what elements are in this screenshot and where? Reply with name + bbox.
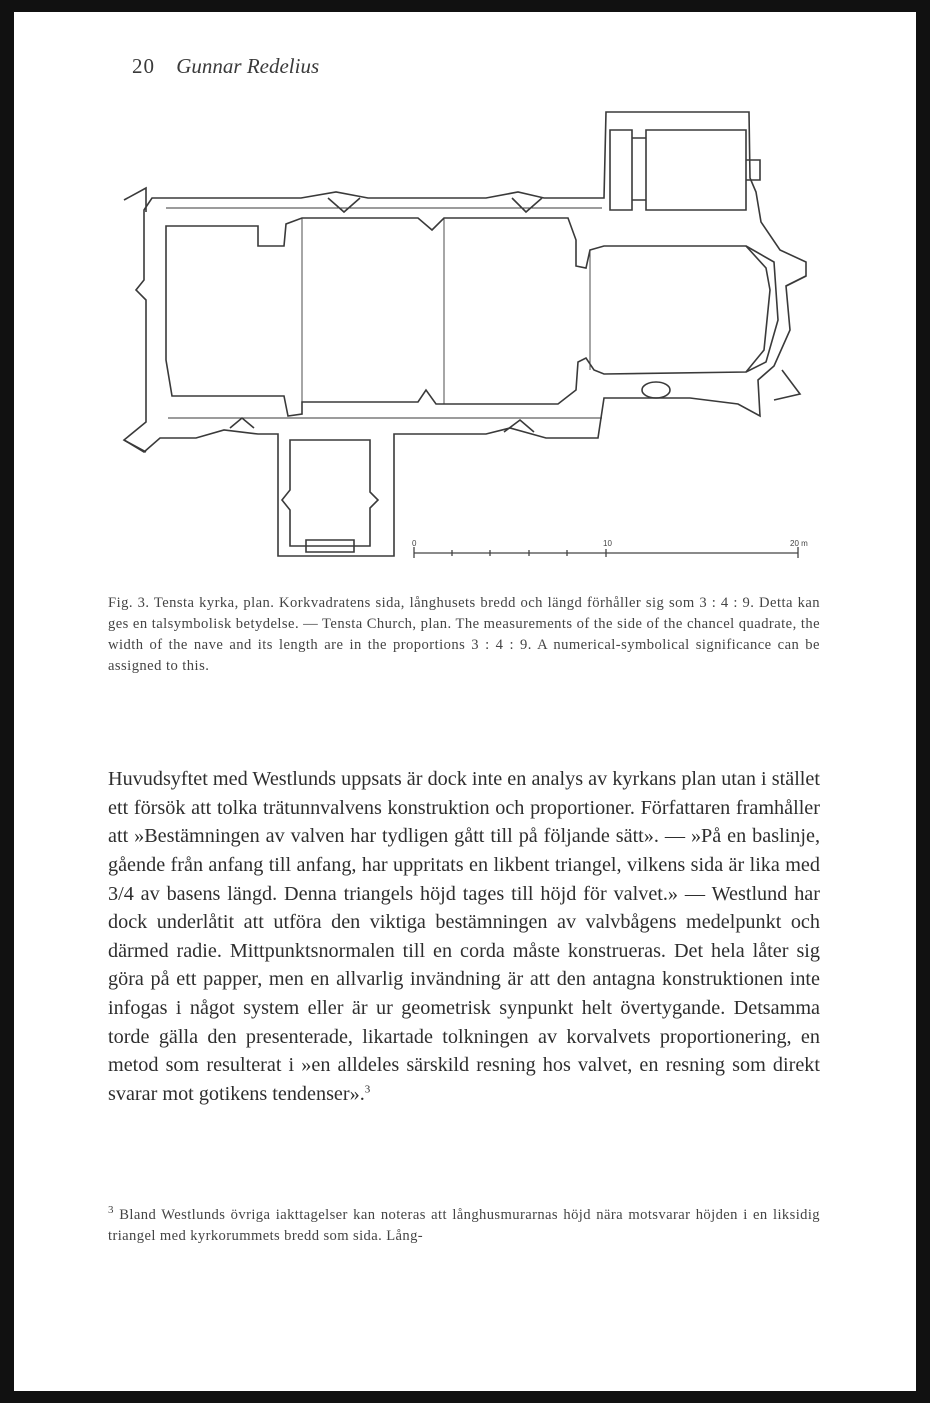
body-paragraph-text: Huvudsyftet med Westlunds uppsats är dock inte en analys av kyrkans plan utan i stället ett försök att tolka trätunnvalvens konstruktion och proportioner. Författaren framhåller att »Bestämningen av valven har tydligen gått till på följande sätt». — »På en baslinje, gående från anfang till anfang, har uppritats en likbent triangel, vilkens sida är lika med 3/4 av basens längd. Denna triangels höjd tages till höjd för valvet.» — Westlund har dock underlåtit att utföra den viktiga bestämningen av valvbågens medelpunkt och därmed radie. Mittpunktsnormalen till en corda måste konstrueras. Det hela låter sig göra på ett papper, men en allvarlig invändning är att den antagna konstruktionen inte infogas i något system eller är ur geometrisk synpunkt helt övertygande. Detsamma torde gälla den presenterade, likartade tolkningen av korvalvets proportionering, en metod som resulterat i »en alldeles särskild resning hos valvet, en resning som direkt svarar mot gotikens tendenser». xyxy=(108,768,820,1105)
plan-sacristy xyxy=(610,130,760,210)
plan-porch xyxy=(282,440,378,552)
church-floor-plan xyxy=(106,100,826,570)
footnote-reference[interactable]: 3 xyxy=(364,1082,371,1095)
plan-outer-wall xyxy=(124,112,806,556)
figure-caption xyxy=(108,593,820,677)
body-paragraph xyxy=(108,765,820,1108)
footnote xyxy=(108,1205,820,1247)
plan-buttress xyxy=(124,188,542,452)
plan-oculus xyxy=(642,382,670,398)
scale-label-0: 0 xyxy=(412,539,417,548)
book-page xyxy=(14,12,916,1391)
footnote-marker: 3 xyxy=(108,1203,114,1216)
scale-label-10: 10 xyxy=(603,539,612,548)
scale-label-20: 20 m xyxy=(790,539,808,548)
page-number: 20 xyxy=(132,54,155,78)
plan-apse xyxy=(746,246,806,400)
plan-inner-wall xyxy=(166,218,770,416)
footnote-text: Bland Westlunds övriga iakttagelser kan noteras att långhusmurarnas höjd nära motsvarar höjden i en liksidig triangel med kyrkorummets bredd som sida. Lång- xyxy=(108,1206,820,1244)
running-head xyxy=(132,54,319,79)
figure-caption-text: Fig. 3. Tensta kyrka, plan. Korkvadratens sida, långhusets bredd och längd förhåller sig som 3 : 4 : 9. Detta kan ges en talsymbolisk betydelse. — Tensta Church, plan. The measurements of the side of the chancel quadrate, the width of the nave and its length are in the proportions 3 : 4 : 9. A numerical-symbolical significance can be assigned to this. xyxy=(108,594,820,674)
scale-bar xyxy=(414,547,798,558)
author-name: Gunnar Redelius xyxy=(176,54,320,78)
